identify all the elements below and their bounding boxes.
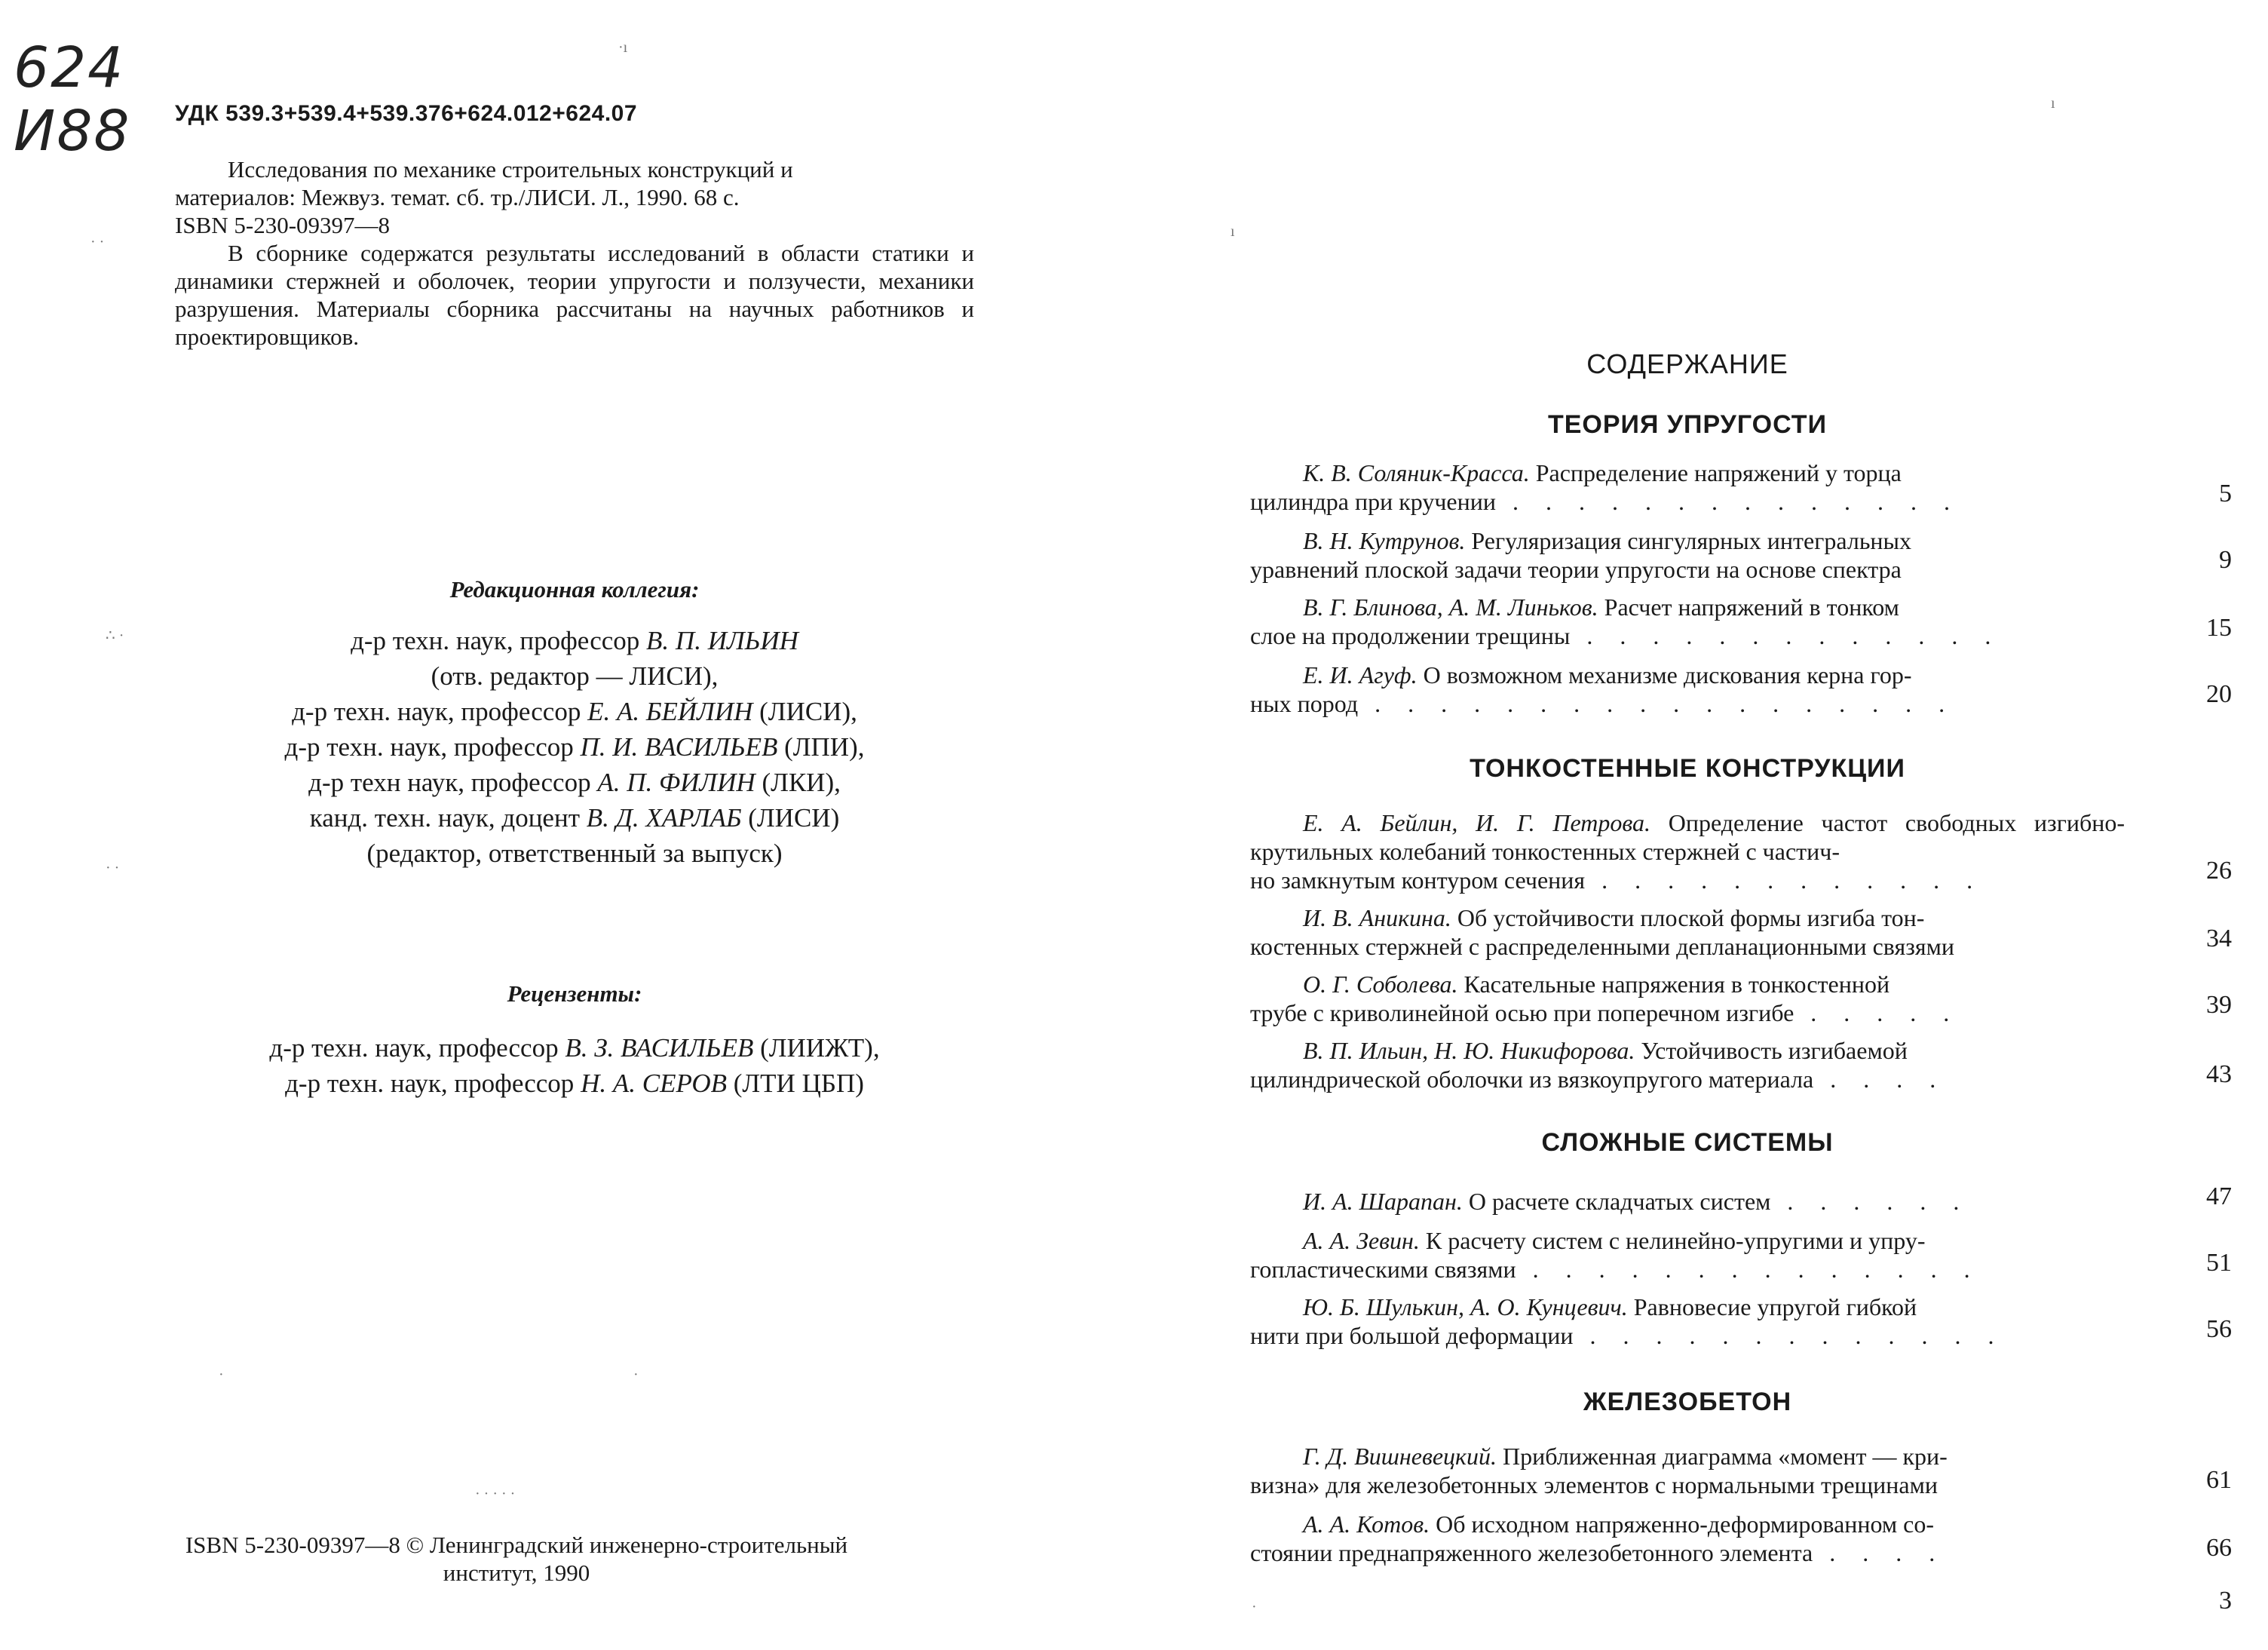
toc-page-number: 26	[2206, 857, 2232, 885]
toc-page-number: 15	[2206, 614, 2232, 642]
toc-page-number: 43	[2206, 1060, 2232, 1088]
toc-entry: О. Г. Соболева. Касательные напряжения в тонкостенной трубе с криволинейной осью при поперечном изгибе . . . . .	[1250, 971, 1960, 1026]
section-title: ТОНКОСТЕННЫЕ КОНСТРУКЦИИ	[1470, 754, 1905, 783]
toc-entry: К. В. Соляник-Красса. Распределение напряжений у торца цилиндра при кручении . . . . . . . . . . . . . .	[1250, 459, 1960, 515]
board-member: д-р техн. наук, профессор Е. А. БЕЙЛИН (ЛИСИ),	[292, 697, 857, 726]
toc-page-number: 56	[2206, 1315, 2232, 1343]
copyright-block	[75, 1531, 958, 1587]
toc-page-number: 20	[2206, 680, 2232, 708]
toc-entry: И. А. Шарапан. О расчете складчатых систем . . . . . .	[1303, 1188, 1970, 1215]
board-title: Редакционная коллегия:	[449, 576, 700, 603]
scan-speck: · ·	[90, 234, 105, 250]
copyright-line-1: ISBN 5-230-09397—8 © Ленинградский инженерно-строительный	[185, 1532, 848, 1558]
section-title: ТЕОРИЯ УПРУГОСТИ	[1547, 410, 1828, 439]
abstract-line-1: Исследования по механике строительных конструкций и	[228, 156, 793, 182]
toc-page-number: 61	[2206, 1466, 2232, 1494]
scan-speck: ·	[219, 1366, 224, 1383]
scan-speck: · · · · ·	[475, 1486, 516, 1502]
toc-entry: А. А. Зевин. К расчету систем с нелинейно-упругими и упру- гопластическими связями . . . . . . . . . . . . . .	[1250, 1227, 1981, 1283]
toc-entry: Ю. Б. Шулькин, А. О. Кунцевич. Равновесие упругой гибкой нити при большой деформации . . . . . . . . . . . . .	[1250, 1293, 2005, 1349]
page-number: 3	[2219, 1587, 2232, 1615]
toc-page-number: 51	[2206, 1249, 2232, 1277]
section-title: ЖЕЛЕЗОБЕТОН	[1583, 1388, 1792, 1416]
toc-entry: В. П. Ильин, Н. Ю. Никифорова. Устойчивость изгибаемой цилиндрической оболочки из вязкоупругого материала . . . .	[1250, 1037, 1947, 1093]
toc-page-number: 34	[2206, 925, 2232, 952]
toc-page-number: 47	[2206, 1182, 2232, 1210]
toc-page-number: 9	[2219, 546, 2232, 574]
board-member: канд. техн. наук, доцент В. Д. ХАРЛАБ (ЛИСИ)	[309, 803, 840, 833]
toc-page-number: 66	[2206, 1534, 2232, 1562]
scan-speck: ·	[1252, 1599, 1257, 1615]
toc-entry: А. А. Котов. Об исходном напряженно-деформированном со- стоянии преднапряженного железобетонного элемента . . . .	[1250, 1510, 1946, 1566]
toc-entry: Е. А. Бейлин, И. Г. Петрова. Определение частот свободных изгибно-крутильных колебаний тонкостенных стержней с частич- но замкнутым контуром сечения . . . . . . . . . . . .	[1250, 809, 2125, 894]
scan-speck: ı	[2051, 95, 2055, 112]
scan-speck: ı	[1231, 223, 1235, 240]
abstract-line-2: материалов: Межвуз. темат. сб. тр./ЛИСИ. Л., 1990. 68 с.	[175, 184, 740, 210]
board-member: д-р техн наук, профессор А. П. ФИЛИН (ЛКИ),	[308, 768, 841, 797]
board-member: д-р техн. наук, профессор П. И. ВАСИЛЬЕВ (ЛПИ),	[284, 732, 865, 762]
toc-entry: Е. И. Агуф. О возможном механизме дискования керна гор- ных пород . . . . . . . . . . . . . . . . . .	[1250, 661, 1956, 717]
reviewer: д-р техн. наук, профессор В. З. ВАСИЛЬЕВ (ЛИИЖТ),	[269, 1033, 880, 1063]
handwritten-shelf-mark	[14, 36, 131, 163]
scan-speck: ·	[633, 1366, 639, 1383]
board-member: (редактор, ответственный за выпуск)	[366, 839, 783, 868]
abstract-block	[175, 155, 974, 351]
scan-speck: · ·	[106, 860, 120, 876]
board-member: д-р техн. наук, профессор В. П. ИЛЬИН	[351, 626, 798, 655]
toc-entry: В. Г. Блинова, А. М. Линьков. Расчет напряжений в тонком слое на продолжении трещины . . . . . . . . . . . . .	[1250, 593, 2002, 649]
udk-line: УДК 539.3+539.4+539.376+624.012+624.07	[175, 101, 638, 126]
reviewer: д-р техн. наук, профессор Н. А. СЕРОВ (ЛТИ ЦБП)	[285, 1069, 864, 1098]
reviewers-title: Рецензенты:	[507, 980, 642, 1007]
isbn-line: ISBN 5-230-09397—8	[175, 212, 391, 238]
abstract-body: В сборнике содержатся результаты исследований в области статики и динамики стержней и оболочек, теории упругости и ползучести, механики разрушения. Материалы сборника рассчитаны на научных работников и проектировщиков.	[175, 240, 974, 350]
copyright-line-2: институт, 1990	[443, 1560, 590, 1586]
toc-entry: Г. Д. Вишневецкий. Приближенная диаграмма «момент — кри- визна» для железобетонных элементов с нормальными трещинами	[1250, 1443, 1948, 1498]
scan-speck: ·ı	[618, 39, 628, 56]
toc-title: СОДЕРЖАНИЕ	[1586, 348, 1788, 379]
handwritten-line-1: 624	[14, 35, 125, 100]
toc-entry: И. В. Аникина. Об устойчивости плоской формы изгиба тон- костенных стержней с распределенными депланационными связями	[1250, 904, 1954, 960]
toc-page-number: 39	[2206, 991, 2232, 1019]
board-member: (отв. редактор — ЛИСИ),	[431, 661, 719, 691]
toc-entry: В. Н. Кутрунов. Регуляризация сингулярных интегральных уравнений плоской задачи теории упругости на основе спектра	[1250, 527, 1912, 583]
section-title: СЛОЖНЫЕ СИСТЕМЫ	[1541, 1128, 1834, 1157]
reviewers-list	[175, 1030, 974, 1101]
scan-speck: ∴ ·	[106, 627, 124, 644]
handwritten-line-2: И88	[14, 99, 131, 164]
toc-page-number: 5	[2219, 480, 2232, 508]
editorial-board	[175, 623, 974, 871]
